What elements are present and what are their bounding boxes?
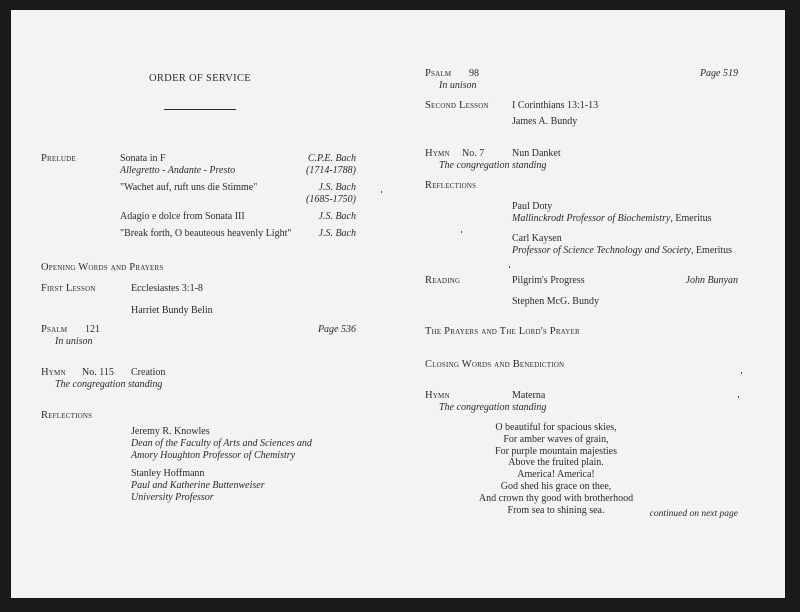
hymn-note: The congregation standing — [55, 379, 163, 390]
speaker-title-italic: Mallinckrodt Professor of Biochemistry — [512, 213, 671, 224]
hymn-title: Nun Danket — [512, 148, 561, 159]
page-title: ORDER OF SERVICE — [149, 73, 251, 84]
speaker-name: Carl Kaysen — [512, 233, 562, 244]
prelude-item-composer: J.S. Bach — [318, 182, 356, 193]
first-lesson-label: First Lesson — [41, 283, 96, 294]
second-lesson-text: I Corinthians 13:1-13 — [512, 100, 599, 111]
first-lesson-reader: Harriet Bundy Belin — [131, 305, 213, 316]
second-lesson-label: Second Lesson — [425, 100, 489, 111]
prelude-item-movements: Allegretto - Andante - Presto — [120, 165, 236, 176]
verse-line: From sea to shining sea. — [507, 504, 605, 516]
hymn-title: Materna — [512, 390, 546, 401]
second-lesson-reader: James A. Bundy — [512, 116, 578, 127]
paper-speck — [509, 266, 510, 268]
speaker-title: University Professor — [131, 492, 214, 503]
reflections-label: Reflections — [425, 180, 477, 191]
reading-author: John Bunyan — [685, 275, 738, 286]
reading-title: Pilgrim's Progress — [512, 275, 585, 286]
speaker-title: Dean of the Faculty of Arts and Sciences and — [131, 438, 312, 449]
reading-label: Reading — [425, 275, 461, 286]
speaker-name: Stanley Hoffmann — [131, 468, 205, 479]
opening-words-heading: Opening Words and Prayers — [41, 262, 164, 273]
prelude-item-title: Sonata in F — [120, 153, 166, 164]
verse-line: God shed his grace on thee, — [500, 480, 612, 492]
paper-speck — [461, 231, 462, 233]
continued-note: continued on next page — [649, 509, 738, 519]
prelude-item-title: "Wachet auf, ruft uns die Stimme" — [120, 182, 258, 193]
hymn-note: The congregation standing — [439, 402, 547, 413]
verse-line: And crown thy good with brotherhood — [478, 492, 634, 504]
speaker-title-suffix: , Emeritus — [690, 245, 733, 256]
closing-words-heading: Closing Words and Benediction — [425, 359, 565, 370]
reflections-label: Reflections — [41, 410, 93, 421]
prayers-heading: The Prayers and The Lord's Prayer — [425, 326, 580, 337]
program-page — [11, 10, 785, 598]
psalm-number: 121 — [85, 324, 100, 335]
prelude-item-composer: C.P.E. Bach — [307, 153, 356, 164]
verse-line: For purple mountain majesties — [495, 445, 617, 457]
paper-speck — [381, 191, 382, 193]
psalm-page: Page 519 — [699, 68, 738, 79]
speaker-title — [512, 245, 732, 257]
hymn-note: The congregation standing — [439, 160, 547, 171]
psalm-note: In unison — [55, 336, 93, 347]
prelude-item-composer: J.S. Bach — [318, 211, 356, 222]
speaker-title-suffix: , Emeritus — [670, 213, 712, 224]
speaker-title: Amory Houghton Professor of Chemistry — [131, 450, 296, 461]
psalm-number: 98 — [469, 68, 479, 79]
hymn-label: Hymn — [41, 367, 66, 378]
verse-line: America! America! — [517, 469, 595, 481]
prelude-item-dates: (1714-1788) — [306, 165, 356, 176]
prelude-item-composer: J.S. Bach — [318, 228, 356, 239]
psalm-label: Psalm — [425, 68, 452, 79]
hymn-label: Hymn — [425, 390, 450, 401]
verse-line: For amber waves of grain, — [503, 433, 609, 445]
speaker-name: Paul Doty — [512, 201, 553, 212]
first-lesson-text: Ecclesiastes 3:1-8 — [131, 283, 203, 294]
hymn-number: No. 7 — [462, 148, 485, 159]
hymn-number: No. 115 — [82, 367, 114, 378]
paper-speck — [738, 396, 739, 398]
verse-line: O beautiful for spacious skies, — [495, 422, 617, 433]
speaker-name: Jeremy R. Knowles — [131, 426, 210, 437]
psalm-note: In unison — [439, 80, 477, 91]
speaker-title — [512, 213, 712, 225]
prelude-item-title: Adagio e dolce from Sonata III — [120, 211, 245, 222]
paper-speck — [741, 372, 742, 374]
prelude-item-title: "Break forth, O beauteous heavenly Light" — [120, 228, 292, 239]
hymn-label: Hymn — [425, 148, 450, 159]
prelude-item-dates: (1685-1750) — [306, 194, 356, 205]
hymn-title: Creation — [131, 367, 166, 378]
psalm-page: Page 536 — [317, 324, 356, 335]
hymn-verse — [476, 422, 636, 516]
speaker-title-italic: Professor of Science Technology and Society — [512, 245, 691, 256]
title-rule — [164, 109, 236, 110]
psalm-label: Psalm — [41, 324, 68, 335]
verse-line: Above the fruited plain. — [508, 457, 604, 469]
speaker-title: Paul and Katherine Buttenweiser — [131, 480, 265, 491]
prelude-label: Prelude — [41, 153, 76, 164]
reading-reader: Stephen McG. Bundy — [512, 296, 599, 307]
